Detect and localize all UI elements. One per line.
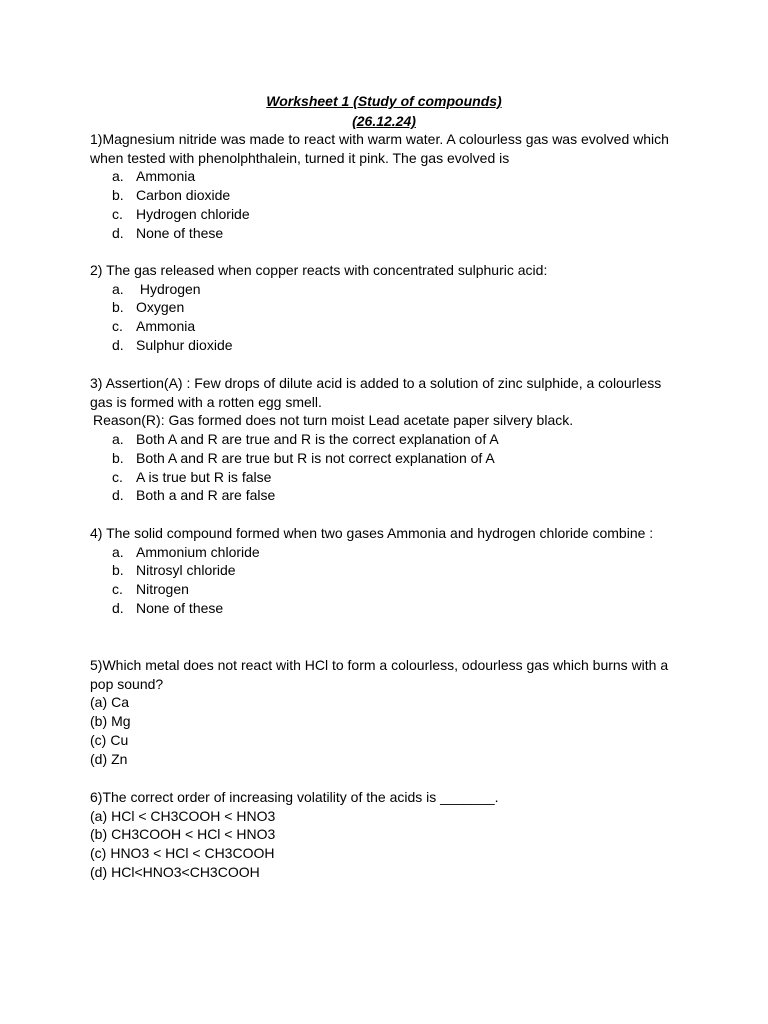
question-text: 3) Assertion(A) : Few drops of dilute acid is added to a solution of zinc sulphide, a colourless gas is formed with a rotten egg smell. [90, 375, 662, 410]
option-item [90, 863, 680, 882]
option-marker: d. [112, 336, 124, 353]
option-text: Hydrogen chloride [136, 205, 250, 222]
option-item [90, 807, 680, 826]
question-5 [90, 656, 680, 768]
option-text: None of these [136, 599, 224, 616]
option-text: A is true but R is false [136, 468, 272, 485]
option-marker: (d) [90, 863, 108, 880]
option-text: Carbon dioxide [136, 187, 231, 204]
worksheet-title: Worksheet 1 (Study of compounds) [266, 93, 502, 109]
option-marker: d. [112, 487, 124, 504]
option-text: Zn [111, 750, 128, 767]
option-text: Nitrogen [136, 581, 189, 598]
option-list [90, 430, 680, 505]
option-item [90, 298, 680, 317]
option-item [90, 825, 680, 844]
option-marker: (b) [90, 713, 108, 730]
question-3 [90, 374, 680, 505]
option-item [90, 468, 680, 487]
option-marker: b. [112, 562, 124, 579]
option-text: Ammonium chloride [136, 543, 260, 560]
option-marker: a. [112, 543, 124, 560]
option-item [90, 167, 680, 186]
option-text: Both A and R are true but R is not correct explanation of A [136, 449, 495, 466]
option-text: HCl < CH3COOH < HNO3 [111, 807, 276, 824]
option-item [90, 561, 680, 580]
option-marker: (a) [90, 807, 108, 824]
question-text: 1)Magnesium nitride was made to react with warm water. A colourless gas was evolved which when tested with phenolphthalein, turned it pink. The gas evolved is [90, 131, 669, 166]
option-marker: d. [112, 599, 124, 616]
option-item [90, 599, 680, 618]
option-marker: (c) [90, 731, 107, 748]
option-text: Oxygen [136, 299, 185, 316]
option-item [90, 543, 680, 562]
option-item [90, 712, 680, 731]
option-marker: c. [112, 318, 123, 335]
option-marker: a. [112, 431, 124, 448]
option-marker: c. [112, 581, 123, 598]
option-list [90, 543, 680, 618]
question-2 [90, 261, 680, 355]
option-text: HNO3 < HCl < CH3COOH [110, 845, 275, 862]
question-text: 4) The solid compound formed when two gases Ammonia and hydrogen chloride combine : [90, 525, 654, 541]
option-marker: (a) [90, 694, 108, 711]
option-marker: b. [112, 299, 124, 316]
option-item [90, 224, 680, 243]
option-text: None of these [136, 224, 224, 241]
worksheet-date: (26.12.24) [352, 113, 416, 129]
option-item [90, 750, 680, 769]
option-marker: d. [112, 224, 124, 241]
option-item [90, 205, 680, 224]
option-text: Both a and R are false [136, 487, 276, 504]
reason-text: Reason(R): Gas formed does not turn moist Lead acetate paper silvery black. [93, 412, 574, 429]
option-item [90, 430, 680, 449]
option-marker: a. [112, 168, 124, 185]
option-item [90, 317, 680, 336]
question-4 [90, 524, 680, 618]
option-text: Both A and R are true and R is the correct explanation of A [136, 431, 499, 448]
option-text: Mg [111, 713, 131, 730]
option-marker: c. [112, 468, 123, 485]
option-list [90, 693, 680, 768]
option-item [90, 186, 680, 205]
option-text: Nitrosyl chloride [136, 562, 236, 579]
option-marker: (d) [90, 750, 108, 767]
option-item [90, 580, 680, 599]
option-marker: (c) [90, 845, 107, 862]
option-item [90, 844, 680, 863]
option-marker: b. [112, 449, 124, 466]
question-1 [90, 130, 680, 242]
option-marker: c. [112, 205, 123, 222]
option-marker: (b) [90, 826, 108, 843]
option-text: Ammonia [136, 318, 196, 335]
option-marker: a. [112, 280, 124, 297]
option-item [90, 486, 680, 505]
option-text: Cu [110, 731, 129, 748]
option-marker: b. [112, 187, 124, 204]
option-list [90, 167, 680, 242]
option-list [90, 280, 680, 355]
question-text: 2) The gas released when copper reacts with concentrated sulphuric acid: [90, 262, 548, 278]
option-item [90, 280, 680, 299]
option-text: Hydrogen [136, 280, 201, 297]
option-item [90, 693, 680, 712]
question-6 [90, 788, 680, 882]
option-text: Ca [111, 694, 130, 711]
option-item [90, 336, 680, 355]
question-text: 6)The correct order of increasing volatility of the acids is _______. [90, 789, 499, 805]
option-text: Sulphur dioxide [136, 336, 233, 353]
option-list [90, 807, 680, 882]
option-text: HCl<HNO3<CH3COOH [111, 863, 260, 880]
option-text: CH3COOH < HCl < HNO3 [111, 826, 276, 843]
option-item [90, 731, 680, 750]
option-text: Ammonia [136, 168, 196, 185]
option-item [90, 449, 680, 468]
question-text: 5)Which metal does not react with HCl to form a colourless, odourless gas which burns with a pop sound? [90, 657, 669, 692]
